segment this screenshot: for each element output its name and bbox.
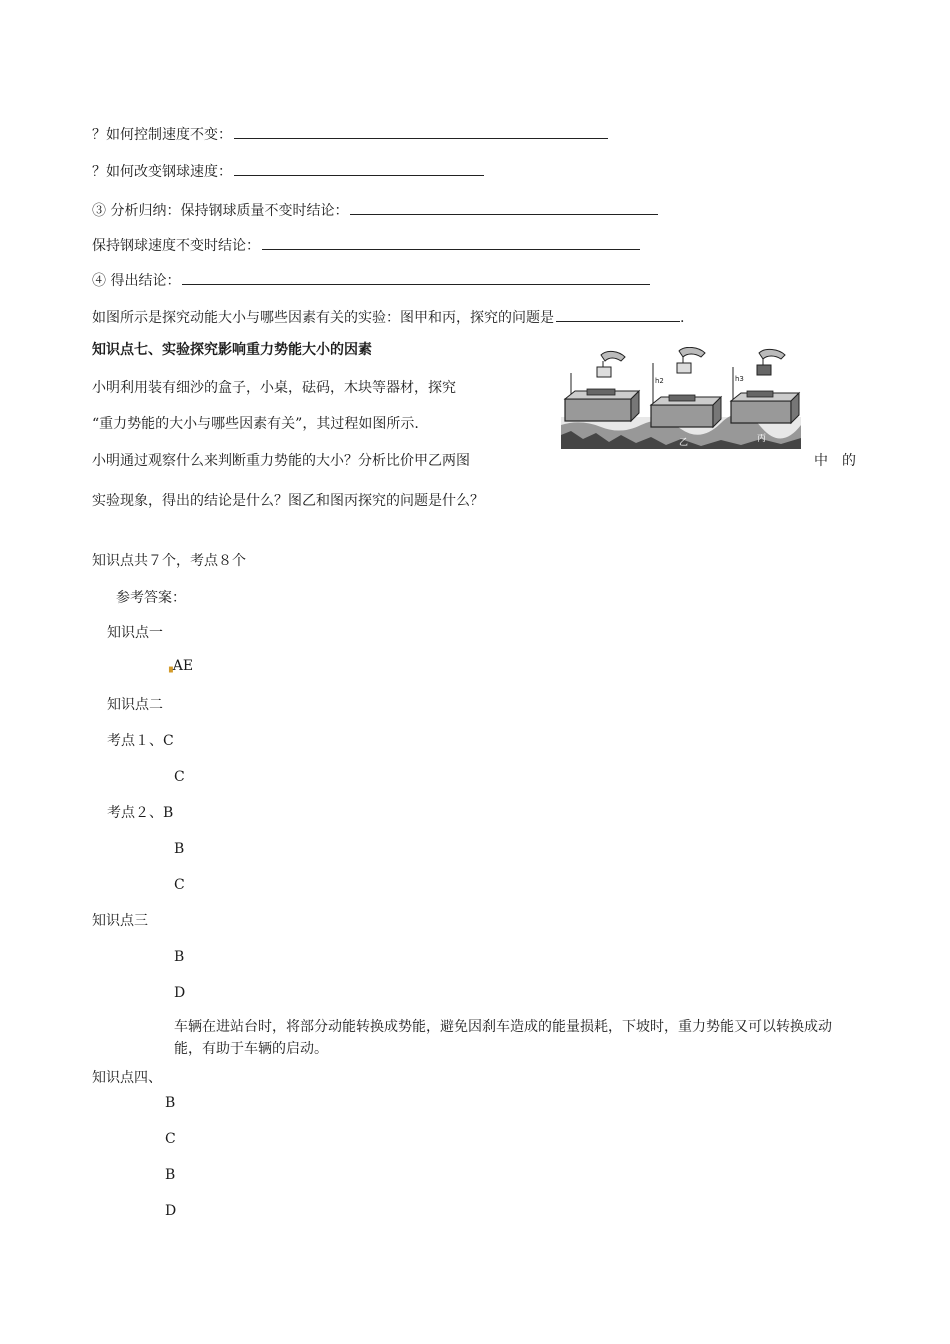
experiment-diagram bbox=[561, 347, 801, 449]
question-text: ？如何改变钢球速度： bbox=[92, 164, 232, 180]
answer-blank[interactable] bbox=[234, 161, 484, 176]
question-kinetic-energy bbox=[92, 307, 684, 328]
answer-value: C bbox=[165, 1131, 176, 1147]
section-text-tail: 中 的 bbox=[814, 453, 856, 469]
section-title: 知识点七、实验探究影响重力势能大小的因素 bbox=[92, 342, 372, 358]
section-text: 小明利用装有细沙的盒子，小桌，砝码，木块等器材，探究 bbox=[92, 380, 456, 396]
answer-blank[interactable] bbox=[350, 200, 658, 215]
label-h2: h2 bbox=[655, 377, 664, 385]
answer-k2: 知识点二 bbox=[107, 697, 163, 713]
answer-value: B bbox=[165, 1095, 176, 1111]
answer-blank[interactable] bbox=[182, 270, 650, 285]
gravity-potential-energy-figure bbox=[561, 347, 801, 449]
question-conclusion bbox=[92, 270, 650, 291]
answer-value: C bbox=[174, 877, 185, 893]
answer-value: B bbox=[174, 841, 185, 857]
setup-jia bbox=[565, 351, 639, 421]
question-control-speed bbox=[92, 124, 608, 145]
answer-paragraph: 车辆在进站台时，将部分动能转换成势能，避免因刹车造成的能量损耗，下坡时，重力势能又可以转换成动能，有助于车辆的启动。 bbox=[174, 1019, 832, 1057]
answer-blank[interactable] bbox=[234, 124, 608, 139]
question-text: ④ 得出结论： bbox=[92, 273, 181, 289]
answer-blank[interactable] bbox=[556, 307, 680, 322]
answer-k3: 知识点三 bbox=[92, 913, 148, 929]
answer-k4: 知识点四、 bbox=[92, 1070, 162, 1086]
answer-value: B bbox=[174, 949, 185, 965]
answer-k1: 知识点一 bbox=[107, 625, 163, 641]
question-analyze-mass bbox=[92, 200, 658, 221]
answer-value: D bbox=[174, 985, 186, 1001]
answer-value: AE bbox=[172, 658, 194, 674]
answer-k2-c2: 考点２、B bbox=[107, 805, 174, 821]
label-yi: 乙 bbox=[679, 438, 689, 448]
section-text: “重力势能的大小与哪些因素有关”，其过程如图所示. bbox=[92, 416, 419, 432]
question-text: ③ 分析归纳：保持钢球质量不变时结论： bbox=[92, 203, 349, 219]
answer-value: C bbox=[174, 769, 185, 785]
answers-header: 参考答案： bbox=[116, 590, 186, 606]
question-analyze-speed bbox=[92, 235, 640, 256]
section-text: 实验现象，得出的结论是什么？图乙和图丙探究的问题是什么？ bbox=[92, 493, 484, 509]
section-text: 小明通过观察什么来判断重力势能的大小？分析比价甲乙两图 bbox=[92, 453, 470, 469]
answer-value: B bbox=[165, 1167, 176, 1183]
question-change-speed bbox=[92, 161, 484, 182]
period: . bbox=[680, 310, 685, 326]
edit-mark-icon: ▗ bbox=[165, 662, 173, 673]
question-text: ？如何控制速度不变： bbox=[92, 127, 232, 143]
question-text: 保持钢球速度不变时结论： bbox=[92, 238, 260, 254]
label-h3: h3 bbox=[735, 375, 744, 383]
answer-value: D bbox=[165, 1203, 177, 1219]
summary: 知识点共７个，考点８个 bbox=[92, 553, 246, 569]
answer-k1-a bbox=[165, 656, 193, 678]
answer-blank[interactable] bbox=[262, 235, 640, 250]
question-text: 如图所示是探究动能大小与哪些因素有关的实验：图甲和丙，探究的问题是 bbox=[92, 310, 554, 326]
answer-k2-c1: 考点１、C bbox=[107, 733, 174, 749]
label-bing: 丙 bbox=[757, 434, 767, 444]
